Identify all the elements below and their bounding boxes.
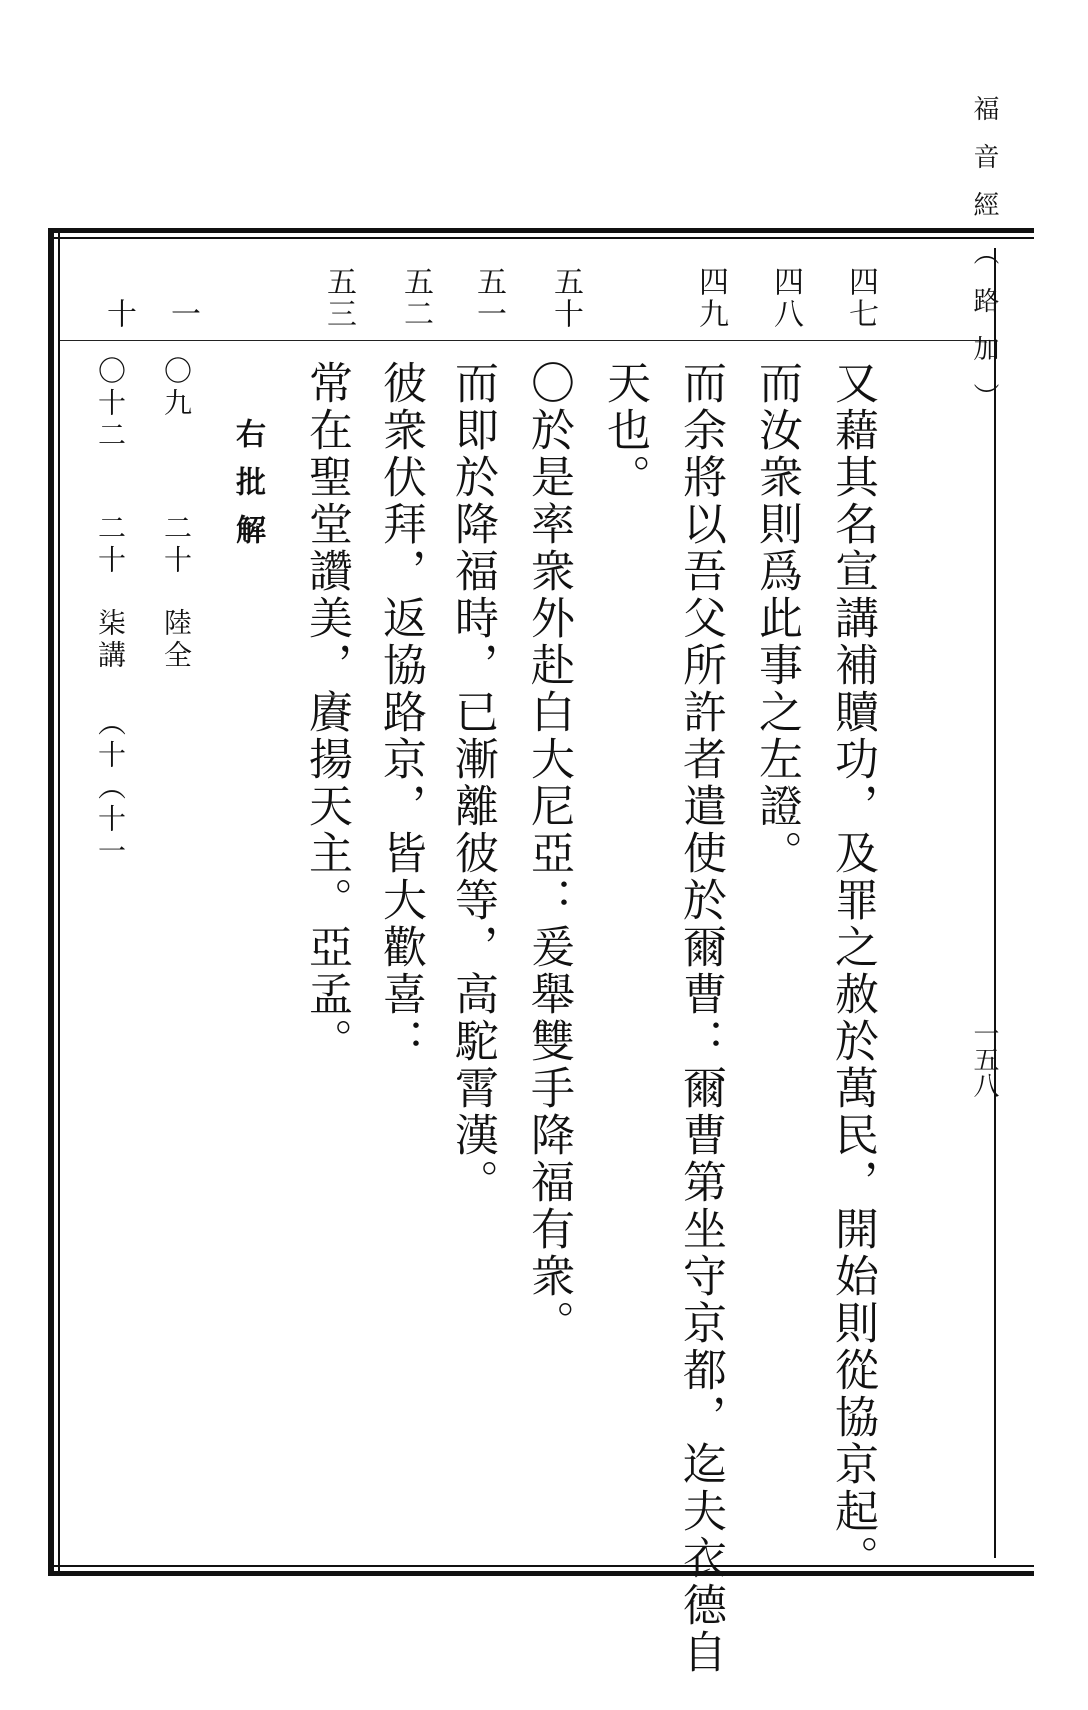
verse-text: 常在聖堂讚美，賡揚天主。亞孟。 (301, 360, 352, 1065)
verse-number: 四八 (768, 266, 803, 330)
lectionary-entry: 〇九 (160, 356, 193, 420)
verse-text: 天也。 (599, 360, 650, 501)
lectionary-entry: 二十 (94, 513, 127, 577)
left-rule (48, 228, 54, 1576)
top-rule (48, 228, 1034, 233)
lectionary-heading: 右批解 (230, 418, 265, 562)
left-rule-thin (58, 228, 60, 1576)
lectionary-entry: （十（十一 (94, 708, 127, 868)
bottom-rule (48, 1571, 1034, 1576)
lectionary-entry: 二十 (160, 513, 193, 577)
verse-number: 五二 (398, 266, 433, 330)
top-rule-thin (48, 237, 1034, 239)
page-number: 一五八 (969, 1020, 999, 1098)
lectionary-entry: 陸全 (160, 608, 193, 672)
verse-number: 五三 (321, 266, 356, 330)
verse-number: 四七 (843, 266, 878, 330)
lectionary-ref-top: 一 (165, 298, 200, 328)
running-header: 福音經（路加） (969, 95, 999, 431)
verse-text: 而即於降福時，已漸離彼等，高駝霄漢。 (447, 360, 498, 1206)
verse-text: 而汝衆則爲此事之左證。 (751, 360, 802, 877)
verse-number: 四九 (693, 266, 728, 330)
verse-text: 而余將以吾父所許者遣使於爾曹：爾曹第坐守京都，迄夫衣德自 (675, 360, 726, 1676)
lectionary-entry: 柒講 (94, 608, 127, 672)
lectionary-entry: 〇十二 (94, 356, 127, 452)
bottom-rule-thin (48, 1565, 1034, 1567)
right-rule (994, 248, 996, 1558)
verse-text: 又藉其名宣講補贖功，及罪之赦於萬民，開始則從協京起。 (827, 360, 878, 1582)
page-frame (48, 228, 1034, 1676)
verse-number-divider (60, 340, 994, 341)
verse-text: 彼衆伏拜，返協路京，皆大歡喜： (375, 360, 426, 1065)
verse-text: 〇於是率衆外赴白大尼亞：爰舉雙手降福有衆。 (523, 360, 574, 1347)
verse-number: 五一 (471, 266, 506, 330)
lectionary-ref-top: 十 (101, 298, 136, 328)
verse-number: 五十 (548, 266, 583, 330)
